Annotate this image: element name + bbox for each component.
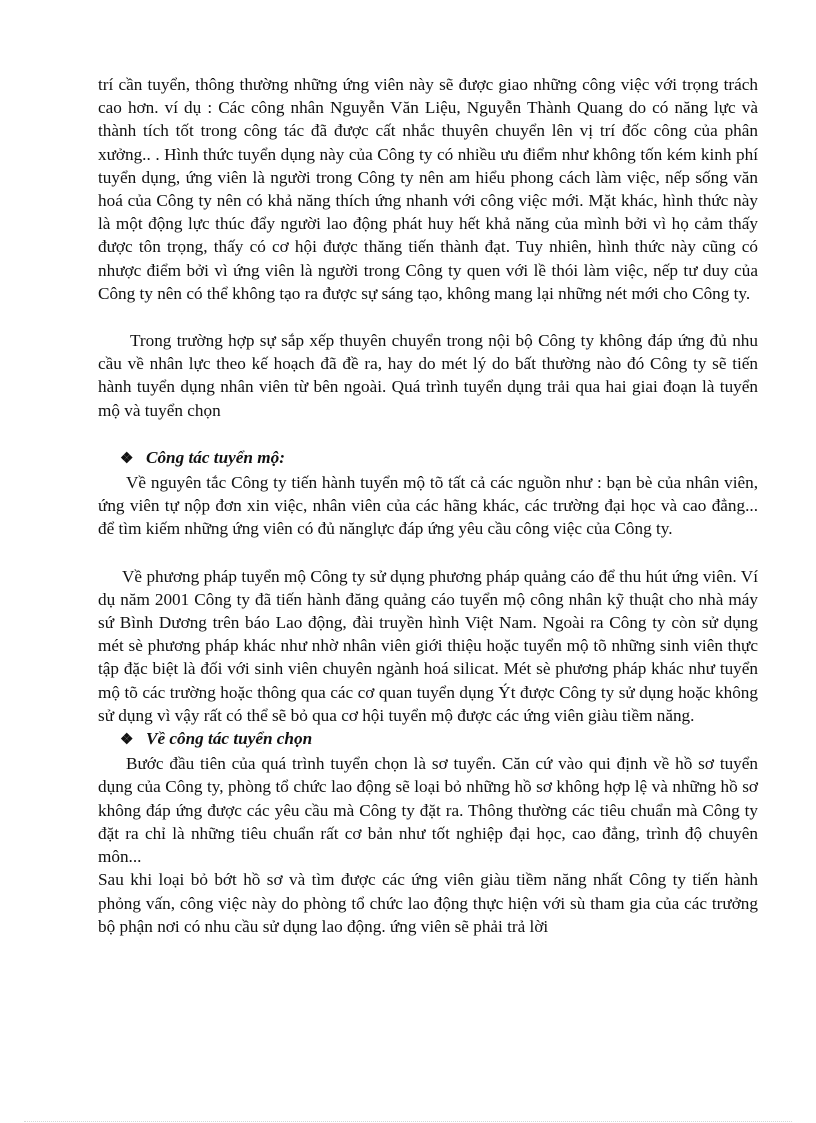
document-page bbox=[98, 73, 758, 938]
paragraph-interview: Sau khi loại bỏ bớt hồ sơ và tìm được các ứng viên giàu tiềm năng nhất Công ty tiến hành phỏng vấn, công việc này do phòng tổ chức lao động thực hiện với sù tham gia của các trưởng bộ phận nơi có nhu cầu sử dụng lao động. ứng viên sẽ phải trả lời bbox=[98, 870, 758, 936]
heading-selection-work bbox=[98, 727, 758, 752]
paragraph-recruitment-principle: Về nguyên tắc Công ty tiến hành tuyển mộ tõ tất cả các nguồn như : bạn bè của nhân viên, ứng viên tự nộp đơn xin việc, nhân viên của các hãng khác, các trường đại học và cao đẳng... để tìm kiếm những ứng viên có đủ nănglực đáp ứng yêu cầu công việc của Công ty. bbox=[98, 473, 758, 539]
diamond-bullet-icon: ❖ bbox=[120, 732, 134, 749]
heading-label: Công tác tuyển mộ: bbox=[146, 447, 285, 467]
heading-recruitment-work bbox=[98, 446, 758, 471]
paragraph-external-recruitment: Trong trường hợp sự sắp xếp thuyên chuyển trong nội bộ Công ty không đáp ứng đủ nhu cầu về nhân lực theo kế hoạch đã đề ra, hay do mét lý do bất thường nào đó Công ty sẽ tiến hành tuyển dụng nhân viên từ bên ngoài. Quá trình tuyển dụng trải qua hai giai đoạn là tuyển mộ và tuyển chọn bbox=[98, 331, 758, 420]
heading-label: Về công tác tuyển chọn bbox=[146, 729, 313, 749]
diamond-bullet-icon: ❖ bbox=[120, 450, 134, 467]
paragraph-internal-transfer: trí cần tuyển, thông thường những ứng viên này sẽ được giao những công việc với trọng trách cao hơn. ví dụ : Các công nhân Nguyễn Văn Liệu, Nguyễn Thành Quang do có năng lực và thành tích tốt trong công tác đã được cất nhắc thuyên chuyển lên vị trí đốc công của phân xưởng.. . Hình thức tuyển dụng này của Công ty có nhiều ưu điểm như không tốn kém kinh phí tuyển dụng, ứng viên là người trong Công ty nên am hiểu phong cách làm việc, nếp sống văn hoá của Công ty nên có khả năng thích ứng nhanh với công việc mới. Mặt khác, hình thức này là một động lực thúc đẩy người lao động phát huy hết khả năng của mình bởi vì họ cảm thấy được tôn trọng, thấy có cơ hội được thăng tiến thành đạt. Tuy nhiên, hình thức này cũng có nhược điểm bởi vì ứng viên là người trong Công ty quen với lề thói làm việc, nếp tư duy của Công ty nên có thể không tạo ra được sự sáng tạo, không mang lại những nét mới cho Công ty. bbox=[98, 75, 758, 303]
paragraph-preliminary-screening: Bước đầu tiên của quá trình tuyển chọn là sơ tuyển. Căn cứ vào qui định về hồ sơ tuyển dụng của Công ty, phòng tổ chức lao động sẽ loại bỏ những hồ sơ không hợp lệ và những hồ sơ không đáp ứng được các yêu cầu mà Công ty đặt ra. Thông thường các tiêu chuẩn mà Công ty đặt ra chỉ là những tiêu chuẩn rất cơ bản như tốt nghiệp đại học, cao đẳng, trình độ chuyên môn... bbox=[98, 754, 758, 867]
page-bottom-divider bbox=[24, 1121, 792, 1122]
paragraph-recruitment-method: Về phương pháp tuyển mộ Công ty sử dụng phương pháp quảng cáo để thu hút ứng viên. Ví dụ năm 2001 Công ty đã tiến hành đăng quảng cáo tuyển mộ công nhân kỹ thuật cho nhà máy sứ Bình Dương trên báo Lao động, đài truyền hình Việt Nam. Ngoài ra Công ty còn sử dụng mét sè phương pháp khác như nhờ nhân viên giới thiệu hoặc tuyển mộ tõ những sinh viên thực tập đặc biệt là đối với sinh viên chuyên ngành hoá silicat. Mét sè phương pháp khác như tuyển mộ tõ các trường hoặc thông qua các cơ quan tuyển dụng Ýt được Công ty sử dụng hoặc không sử dụng vì vậy rất có thể sẽ bỏ qua cơ hội tuyển mộ được các ứng viên giàu tiềm năng. bbox=[98, 566, 758, 725]
